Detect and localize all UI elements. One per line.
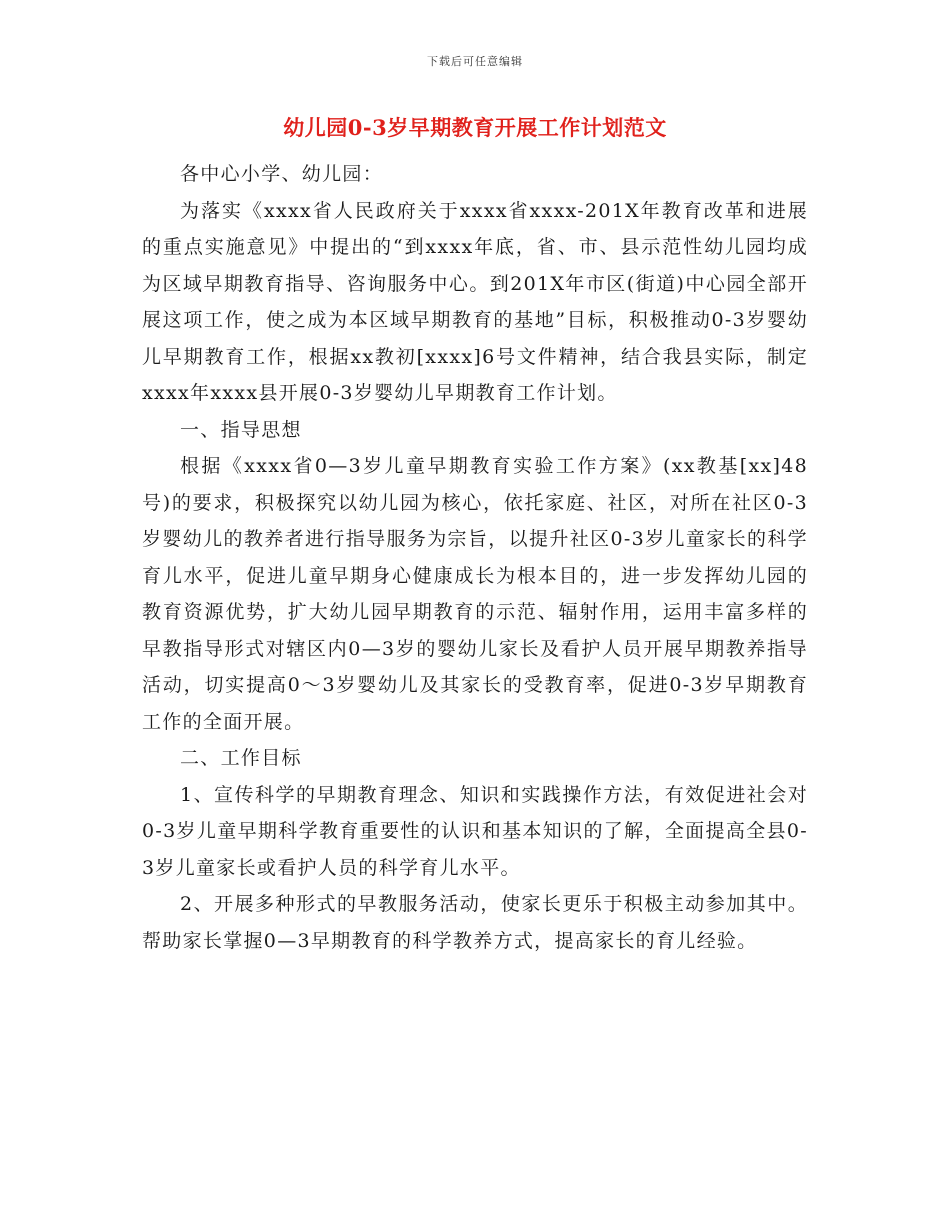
paragraph-intro: 为落实《xxxx省人民政府关于xxxx省xxxx-201X年教育改革和进展的重点实施意见》中提出的“到xxxx年底，省、市、县示范性幼儿园均成为区域早期教育指导、咨询服务中心。到201X年市区(街道)中心园全部开展这项工作，使之成为本区域早期教育的基地”目标，积极推动0-3岁婴幼儿早期教育工作，根据xx教初[xxxx]6号文件精神，结合我县实际，制定xxxx年xxxx县开展0-3岁婴幼儿早期教育工作计划。 <box>142 199 808 404</box>
section-heading-work-goals: 二、工作目标 <box>180 747 302 769</box>
salutation: 各中心小学、幼儿园： <box>180 163 384 185</box>
paragraph-goal-2: 2、开展多种形式的早教服务活动，使家长更乐于积极主动参加其中。帮助家长掌握0—3早期教育的科学教养方式，提高家长的育儿经验。 <box>142 893 808 952</box>
header-note: 下载后可任意编辑 <box>427 55 523 68</box>
paragraph-goal-1: 1、宣传科学的早期教育理念、知识和实践操作方法，有效促进社会对0-3岁儿童早期科学教育重要性的认识和基本知识的了解，全面提高全县0-3岁儿童家长或看护人员的科学育儿水平。 <box>142 783 808 879</box>
paragraph-guiding-thought: 根据《xxxx省0—3岁儿童早期教育实验工作方案》(xx教基[xx]48号)的要求，积极探究以幼儿园为核心，依托家庭、社区，对所在社区0-3岁婴幼儿的教养者进行指导服务为宗旨，以提升社区0-3岁儿童家长的科学育儿水平，促进儿童早期身心健康成长为根本目的，进一步发挥幼儿园的教育资源优势，扩大幼儿园早期教育的示范、辐射作用，运用丰富多样的早教指导形式对辖区内0—3岁的婴幼儿家长及看护人员开展早期教养指导活动，切实提高0～3岁婴幼儿及其家长的受教育率，促进0-3岁早期教育工作的全面开展。 <box>142 455 808 733</box>
section-heading-guiding-thought: 一、指导思想 <box>180 418 302 441</box>
document-body <box>142 156 808 959</box>
document-title: 幼儿园0-3岁早期教育开展工作计划范文 <box>283 115 667 140</box>
